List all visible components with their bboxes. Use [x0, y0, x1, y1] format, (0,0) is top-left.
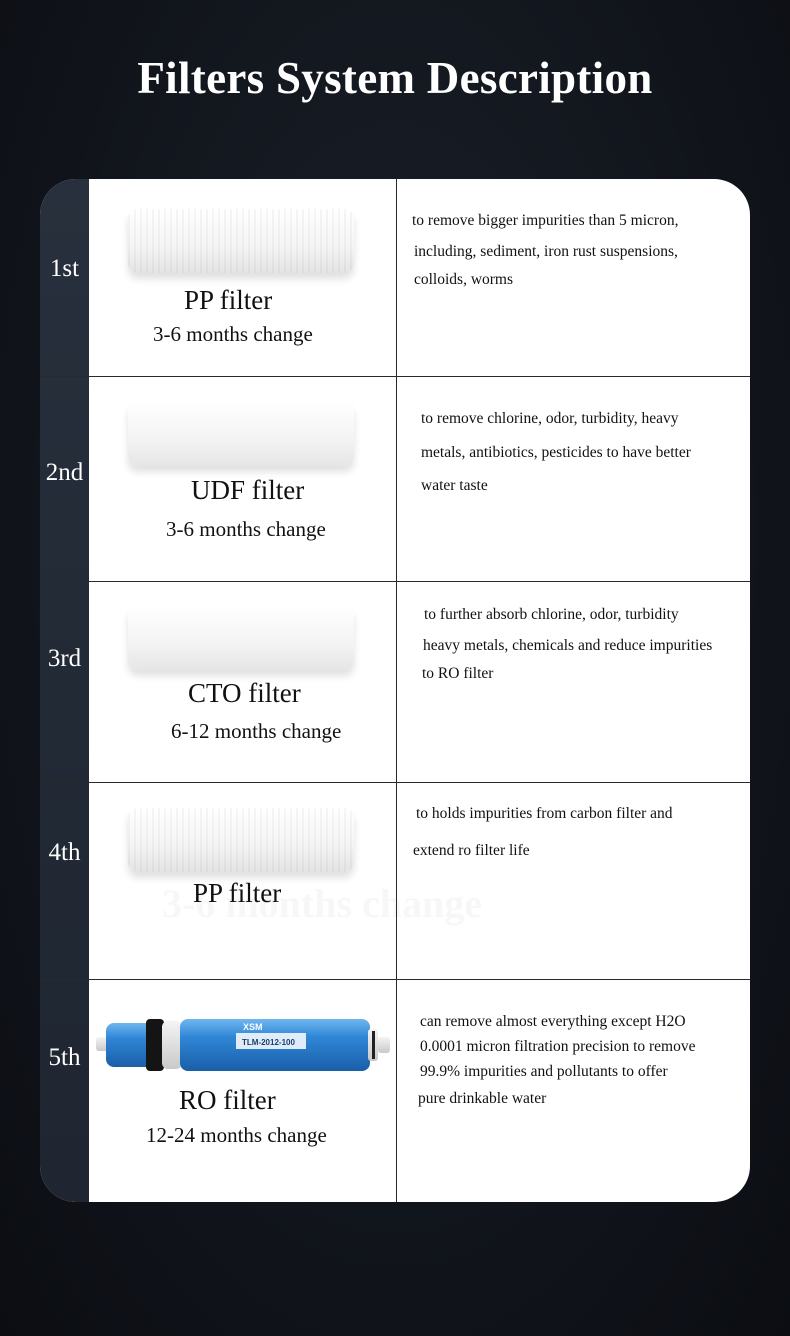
description-line: including, sediment, iron rust suspensions, [414, 243, 678, 260]
filter-row-1 [40, 179, 750, 377]
description-line: to RO filter [422, 665, 494, 682]
stage-label: 3rd [47, 645, 82, 672]
filters-table [40, 179, 750, 1202]
stage-label: 4th [48, 839, 81, 866]
filter-change-interval: 3-6 months change [153, 322, 313, 346]
description-line: extend ro filter life [413, 842, 530, 859]
description-line: metals, antibiotics, pesticides to have better [421, 444, 691, 461]
description-line: 0.0001 micron filtration precision to remove [420, 1038, 696, 1055]
description-line: can remove almost everything except H2O [420, 1013, 686, 1030]
description-line: heavy metals, chemicals and reduce impurities [423, 637, 713, 654]
filter-row-5 [40, 980, 750, 1202]
udf-filter-cartridge-image [128, 402, 354, 466]
description-line: water taste [421, 477, 488, 494]
membrane-model: TLM-2012-100 [242, 1038, 295, 1047]
description-line: to remove bigger impurities than 5 micron, [412, 212, 679, 229]
cto-filter-cartridge-image [128, 606, 354, 670]
stage-label: 2nd [45, 459, 84, 486]
description-line: pure drinkable water [418, 1090, 547, 1107]
ro-membrane-image [96, 1015, 391, 1075]
filter-change-interval [162, 880, 482, 927]
description-line: to further absorb chlorine, odor, turbidity [424, 606, 679, 623]
pp-filter-cartridge-image [128, 808, 354, 872]
stage-label: 1st [49, 255, 80, 282]
description-line: to holds impurities from carbon filter and [416, 805, 673, 822]
filter-name: PP filter [184, 285, 273, 315]
filter-name: PP filter [193, 878, 282, 908]
membrane-brand: XSM [243, 1022, 263, 1032]
filter-row-3 [40, 582, 750, 783]
filter-change-interval: 3-6 months change [166, 517, 326, 541]
description-line: 99.9% impurities and pollutants to offer [420, 1063, 668, 1080]
page-title: Filters System Description [137, 53, 653, 103]
pp-filter-cartridge-image [128, 209, 354, 273]
filter-row-4 [40, 783, 750, 980]
description-line: colloids, worms [414, 271, 514, 288]
filter-name: UDF filter [191, 475, 305, 505]
filter-name: CTO filter [188, 678, 301, 708]
filter-change-interval: 6-12 months change [171, 719, 342, 743]
filter-row-2 [40, 377, 750, 582]
column-divider [396, 179, 397, 1202]
stage-label: 5th [48, 1044, 81, 1071]
filter-name: RO filter [179, 1085, 276, 1115]
description-line: to remove chlorine, odor, turbidity, heavy [421, 410, 679, 427]
filter-change-interval: 12-24 months change [146, 1123, 327, 1147]
